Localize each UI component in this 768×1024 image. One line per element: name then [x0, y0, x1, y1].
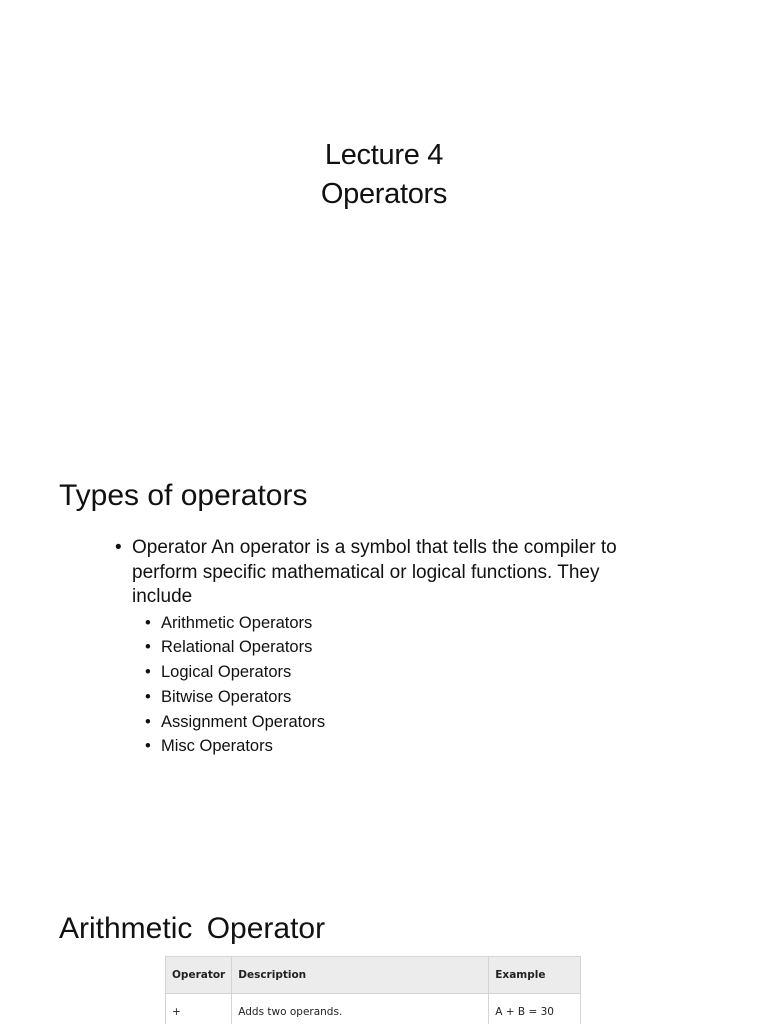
column-header-example: Example: [489, 957, 581, 994]
intro-text: Operator An operator is a symbol that tells the compiler to perform specific mathematical or logical functions. They include: [132, 537, 617, 607]
bullet-icon: •: [145, 737, 151, 756]
list-item: [115, 660, 635, 685]
cell-description: Adds two operands.: [232, 994, 489, 1024]
types-heading: Types of operators: [59, 479, 308, 512]
title-slide: [0, 136, 768, 214]
lecture-topic: Operators: [320, 178, 448, 210]
types-body: [115, 536, 635, 759]
cell-operator: +: [166, 994, 232, 1024]
column-header-operator: Operator: [166, 957, 232, 994]
column-header-description: Description: [232, 957, 489, 994]
cell-example: A + B = 30: [489, 994, 581, 1024]
bullet-icon: •: [145, 663, 151, 682]
list-item-label: Bitwise Operators: [161, 687, 292, 706]
bullet-icon: •: [145, 638, 151, 657]
operator-types-list: [115, 611, 635, 760]
bullet-icon: •: [145, 712, 151, 731]
list-item-label: Relational Operators: [161, 638, 313, 657]
bullet-icon: •: [115, 537, 122, 558]
list-item-label: Arithmetic Operators: [161, 613, 313, 632]
intro-bullet: [115, 536, 635, 610]
list-item-label: Misc Operators: [161, 737, 273, 756]
bullet-icon: •: [145, 687, 151, 706]
list-item: [115, 635, 635, 660]
lecture-number: Lecture 4: [324, 139, 444, 171]
arithmetic-heading: Arithmetic Operator: [59, 912, 326, 945]
bullet-icon: •: [145, 613, 151, 632]
table-header-row: [166, 957, 581, 994]
list-item-label: Logical Operators: [161, 663, 292, 682]
arithmetic-operator-table: [165, 956, 581, 1024]
list-item: [115, 734, 635, 759]
list-item: [115, 710, 635, 735]
list-item: [115, 611, 635, 636]
table-row: [166, 994, 581, 1024]
list-item-label: Assignment Operators: [161, 712, 326, 731]
list-item: [115, 685, 635, 710]
